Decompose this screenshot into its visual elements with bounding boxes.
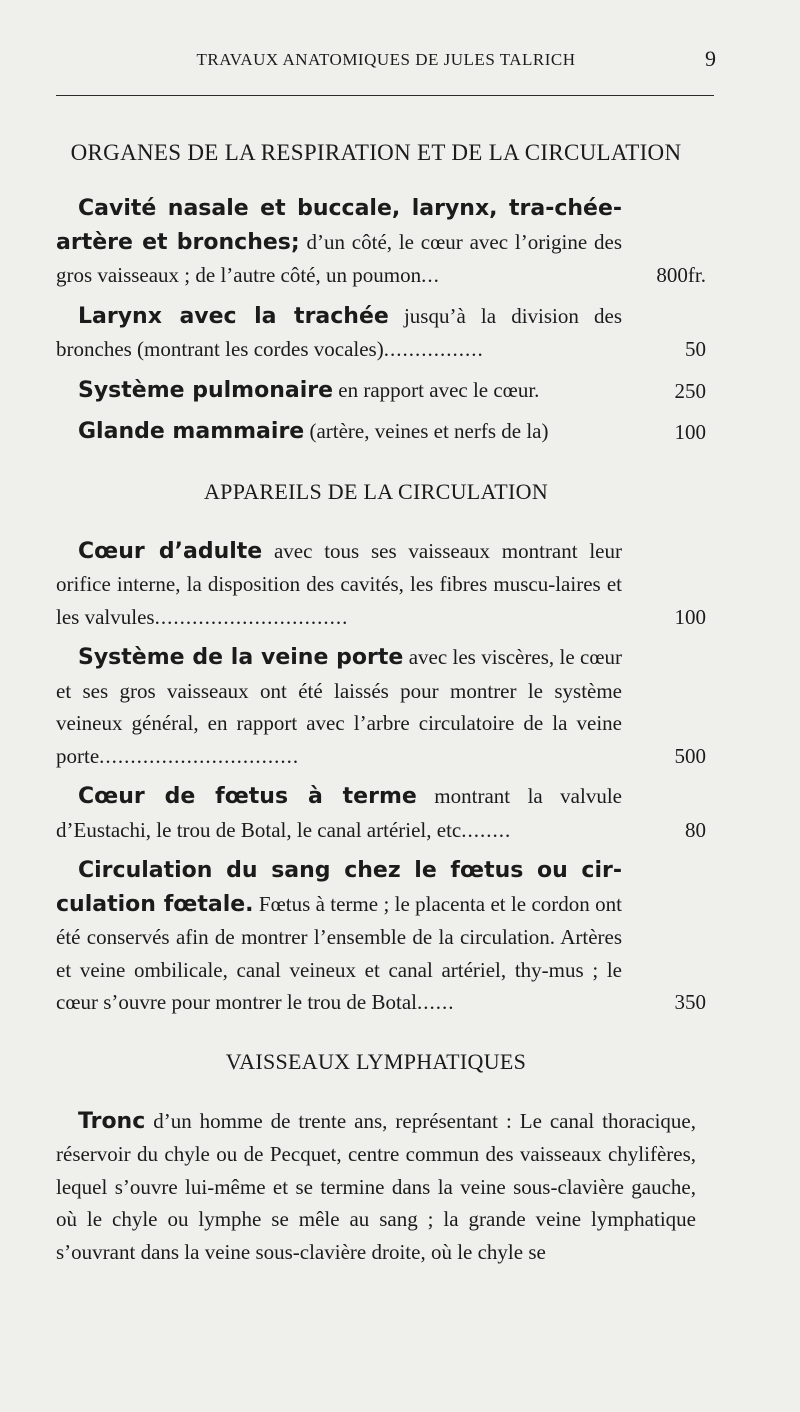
leader-dots: ...... — [416, 990, 455, 1014]
entry-heading: Cavité nasale et buccale, larynx, tra-chée-artère et bronches; — [56, 196, 622, 255]
entry-heading: Système de la veine porte — [78, 645, 404, 670]
leader-dots: ........ — [461, 817, 512, 842]
entry-price: 500 — [674, 743, 706, 768]
catalog-entry — [56, 641, 706, 772]
entry-price: 100 — [674, 420, 706, 444]
catalog-entry — [56, 1105, 696, 1269]
section-title-lymphatic: VAISSEAUX LYMPHATIQUES — [225, 1048, 527, 1074]
entry-text: d’un côté, le cœur avec l’origine des gros vaisseaux ; de l’autre côté, un poumon — [56, 229, 622, 287]
entry-heading: Cœur d’adulte — [78, 538, 263, 564]
catalog-entry — [56, 780, 706, 846]
entry-price: 800fr. — [656, 263, 706, 287]
entry-heading: Larynx avec la trachée — [78, 303, 389, 329]
catalog-entry — [56, 854, 706, 1019]
leader-dots: ................................ — [99, 743, 300, 768]
leader-dots: ................ — [383, 337, 484, 361]
entry-text: montrant la valvule d’Eustachi, le trou de Botal, le canal artériel, etc — [56, 784, 622, 842]
entry-heading: Cœur de fœtus à terme — [78, 784, 417, 809]
catalog-entry — [56, 374, 706, 408]
entry-heading: Circulation du sang chez le fœtus ou cir-culation fœtale. — [56, 858, 622, 917]
catalog-entry — [56, 415, 706, 449]
entry-price: 350 — [674, 990, 706, 1014]
entry-text: en rapport avec le cœur. — [333, 377, 540, 402]
entry-text: jusqu’à la division des bronches (montrant les cordes vocales) — [56, 303, 622, 361]
catalog-entry — [56, 535, 706, 634]
header-rule — [56, 95, 714, 96]
entry-price: 80 — [685, 817, 706, 842]
entry-text: Fœtus à terme ; le placenta et le cordon ont été conservés afin de montrer l’ensemble de la circulation. Artères et veine ombilicale, canal veineux et canal artériel, thy-mus ; le cœur s’ouvre pour montrer le trou de Botal — [56, 891, 622, 1014]
entry-heading: Tronc — [78, 1108, 146, 1134]
entry-text: avec les viscères, le cœur et ses gros vaisseaux ont été laissés pour montrer le système veineux général, en rapport avec l’arbre circulatoire de la veine porte — [56, 645, 623, 768]
entry-price: 100 — [674, 604, 706, 629]
entry-price: 250 — [674, 378, 706, 403]
entry-price: 50 — [685, 337, 706, 361]
running-head: TRAVAUX ANATOMIQUES DE JULES TALRICH — [196, 50, 576, 69]
catalog-entry — [56, 300, 706, 366]
entry-text: (artère, veines et nerfs de la) — [304, 419, 549, 443]
catalog-content — [56, 130, 706, 1276]
leader-dots: ............................... — [154, 604, 349, 629]
leader-dots: ... — [421, 263, 440, 287]
entry-heading: Système pulmonaire — [78, 377, 334, 403]
catalog-entry — [56, 192, 706, 292]
entry-text: avec tous ses vaisseaux montrant leur orifice interne, la disposition des cavités, les fibres muscu-laires et les valvules — [56, 538, 622, 629]
entry-text: d’un homme de trente ans, représentant : Le canal thoracique, réservoir du chyle ou de Pecquet, centre commun des vaisseaux chylifères, lequel s’ouvre lui-même et se termine dans la veine sous-clavière gauche, où le chyle ou lymphe se mêle au sang ; la grande veine lymphatique s’ouvrant dans la veine sous-clavière droite, où le chyle se — [56, 1108, 696, 1264]
section-title-circulation: APPAREILS DE LA CIRCULATION — [203, 478, 549, 504]
page-number: 9 — [705, 46, 716, 71]
entry-heading: Glande mammaire — [78, 419, 305, 444]
section-title-respiration: ORGANES DE LA RESPIRATION ET DE LA CIRCULATION — [70, 140, 682, 165]
page-header — [56, 46, 716, 76]
